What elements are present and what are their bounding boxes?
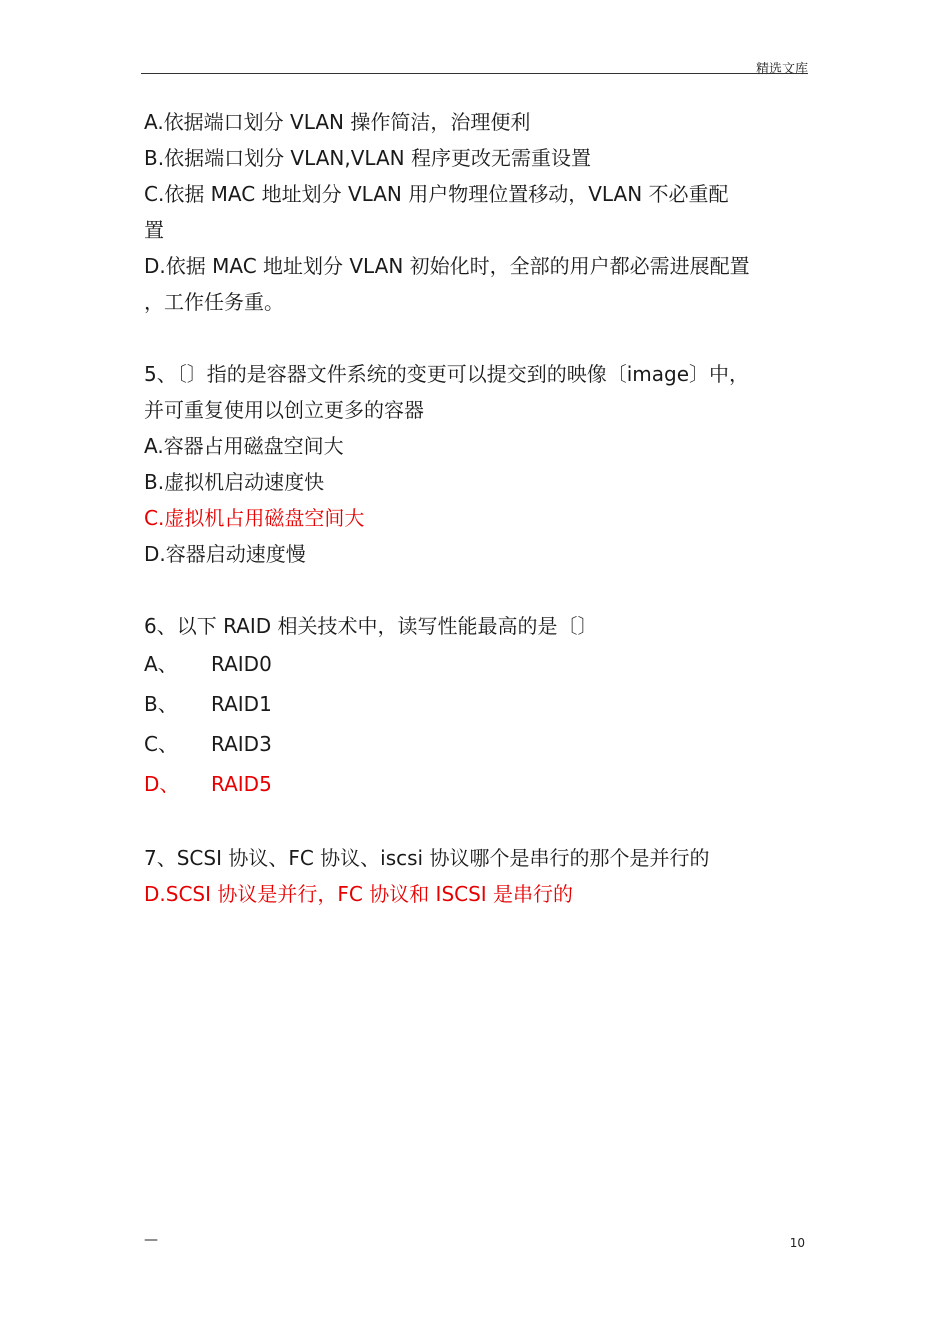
option-text: RAID5 [211,772,272,796]
spacer [144,320,812,356]
q5-option-a: A.容器占用磁盘空间大 [144,434,344,458]
q5-option-d: D.容器启动速度慢 [144,542,306,566]
option-text: RAID3 [211,732,272,756]
footer-dash: — [144,1232,158,1248]
q4-option-b: B.依据端口划分 VLAN,VLAN 程序更改无需重设置 [144,146,592,170]
q5-option-b: B.虚拟机启动速度快 [144,470,325,494]
q4-option-d-line1: D.依据 MAC 地址划分 VLAN 初始化时，全部的用户都必需进展配置 [144,254,750,278]
q7-answer: D.SCSI 协议是并行，FC 协议和 ISCSI 是串行的 [144,882,574,906]
q4-option-c-line2: 置 [144,218,164,242]
option-text: RAID0 [211,652,272,676]
document-body [144,104,812,912]
header-divider [141,73,808,74]
q6-option-c [144,724,812,764]
option-letter: A、 [144,652,178,676]
q4-option-d-line2: ，工作任务重。 [144,290,284,314]
page-number: 10 [789,1236,805,1250]
q6-option-a [144,644,812,684]
spacer [144,804,812,840]
q7-stem: 7、SCSI 协议、FC 协议、iscsi 协议哪个是串行的那个是并行的 [144,846,710,870]
option-letter: C、 [144,732,178,756]
q6-option-b [144,684,812,724]
option-text: RAID1 [211,692,272,716]
q4-option-c-line1: C.依据 MAC 地址划分 VLAN 用户物理位置移动，VLAN 不必重配 [144,182,729,206]
q4-option-a: A.依据端口划分 VLAN 操作简洁，治理便利 [144,110,531,134]
q5-stem-line1: 5、〔〕指的是容器文件系统的变更可以提交到的映像〔image〕中， [144,362,750,386]
header-title: 精选文库 [755,62,808,77]
option-letter: D、 [144,772,180,796]
q5-stem-line2: 并可重复使用以创立更多的容器 [144,398,424,422]
q5-option-c-answer: C.虚拟机占用磁盘空间大 [144,506,365,530]
option-letter: B、 [144,692,178,716]
q6-stem: 6、以下 RAID 相关技术中，读写性能最高的是〔〕 [144,614,598,638]
q6-option-d-answer [144,764,812,804]
spacer [144,572,812,608]
